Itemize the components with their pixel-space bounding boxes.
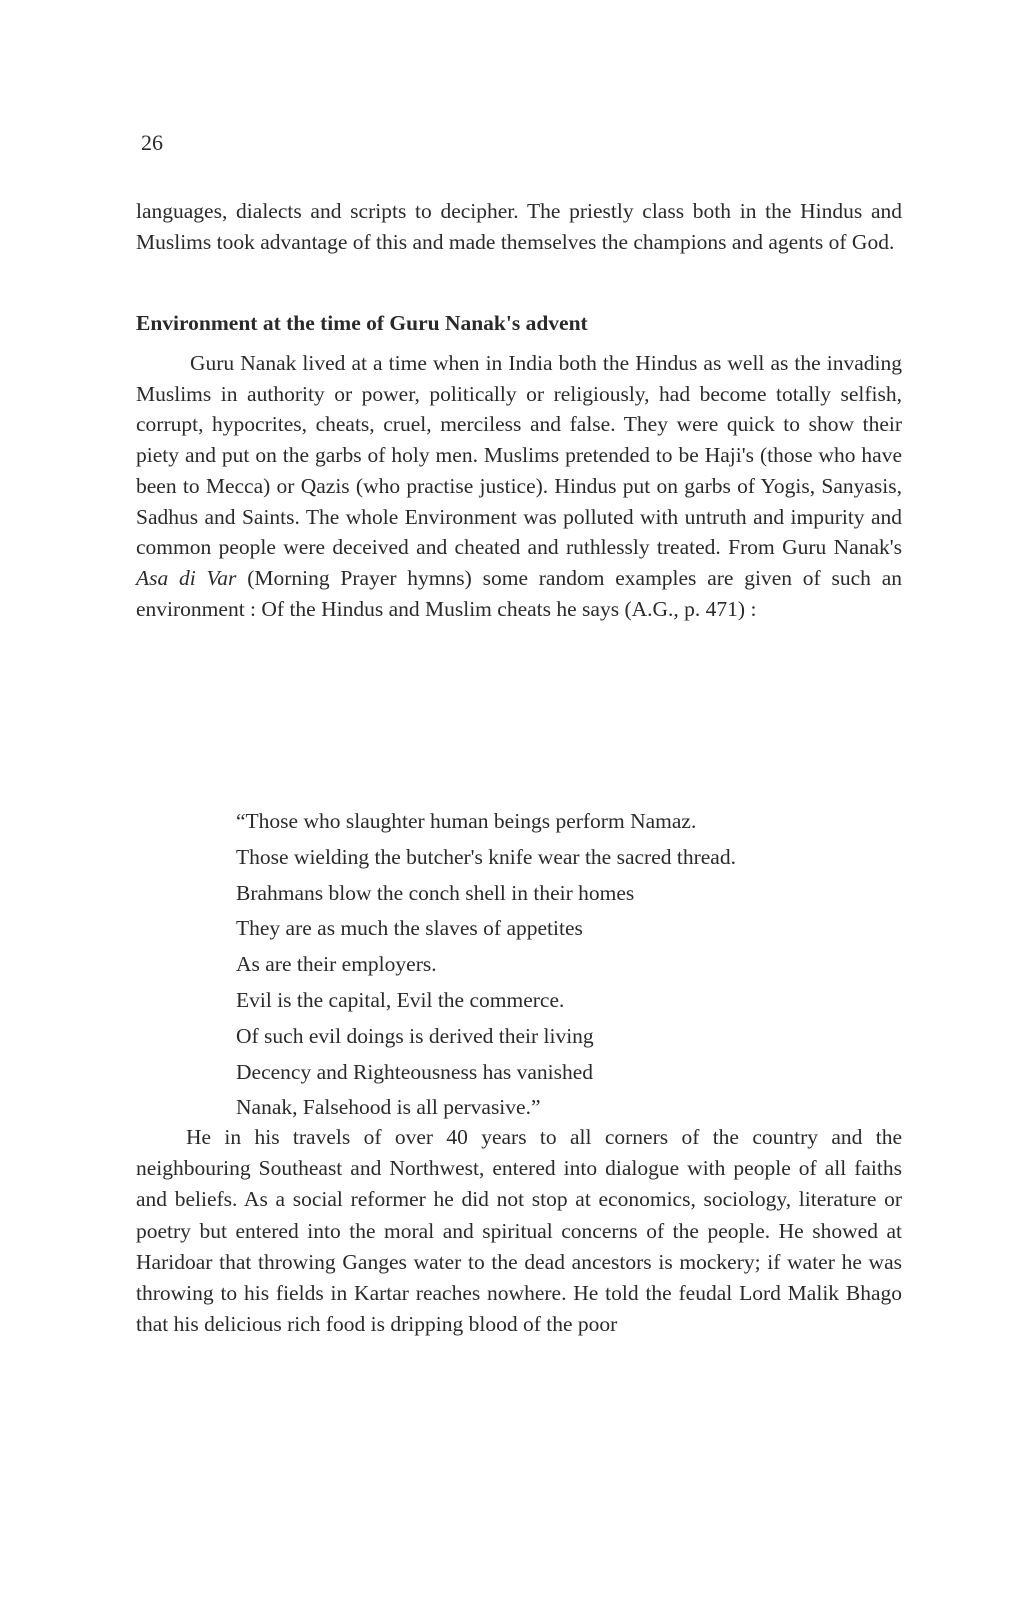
environment-text-start: Guru Nanak lived at a time when in India both the Hindus as well as the invading Muslims in authority or power, politically or religiously, had become totally selfish, corrupt, hypocrites, cheats, cruel, merciless and false. They were quick to show their piety and put on the garbs of holy men. Muslims pretended to be Haji's (those who have been to Mecca) or Qazis (who practise justice). Hindus put on garbs of Yogis, Sanyasis, Sadhus and Saints. The whole Environment was polluted with untruth and impurity and common people were deceived and cheated and ruthlessly treated. From Guru Nanak's — [136, 351, 902, 560]
travels-paragraph: He in his travels of over 40 years to all corners of the country and the neighbouring Southeast and Northwest, entered into dialogue with people of all faiths and beliefs. As a social reformer he did not stop at economics, sociology, literature or poetry but entered into the moral and spiritual concerns of the people. He showed at Haridoar that throwing Ganges water to the dead ancestors is mockery; if water he was throwing to his fields in Kartar reaches nowhere. He told the feudal Lord Malik Bhago that his delicious rich food is dripping blood of the poor — [136, 1125, 902, 1337]
verse-line: “Those who slaughter human beings perform Namaz. — [236, 809, 697, 833]
verse-quote — [236, 804, 736, 1126]
environment-text-end: (Morning Prayer hymns) some random examples are given of such an environment : Of the Hindus and Muslim cheats he says (A.G., p. 471) : — [136, 565, 902, 621]
verse-line: They are as much the slaves of appetites — [236, 916, 583, 941]
verse-line: Evil is the capital, Evil the commerce. — [236, 987, 565, 1012]
hymn-title: Asa di Var — [136, 565, 237, 590]
verse-line: Those wielding the butcher's knife wear the sacred thread. — [236, 844, 736, 869]
continuation-paragraph: languages, dialects and scripts to decipher. The priestly class both in the Hindus and Muslims took advantage of this and made themselves the champions and agents of God. — [136, 199, 902, 254]
section-heading: Environment at the time of Guru Nanak's advent — [136, 311, 588, 335]
verse-line: Nanak, Falsehood is all pervasive.” — [236, 1095, 541, 1120]
verse-line: Decency and Righteousness has vanished — [236, 1059, 594, 1084]
verse-line: Of such evil doings is derived their living — [236, 1023, 594, 1048]
environment-paragraph — [136, 348, 902, 624]
page-number: 26 — [141, 130, 163, 155]
verse-line: Brahmans blow the conch shell in their homes — [236, 880, 635, 905]
verse-line: As are their employers. — [236, 952, 437, 977]
